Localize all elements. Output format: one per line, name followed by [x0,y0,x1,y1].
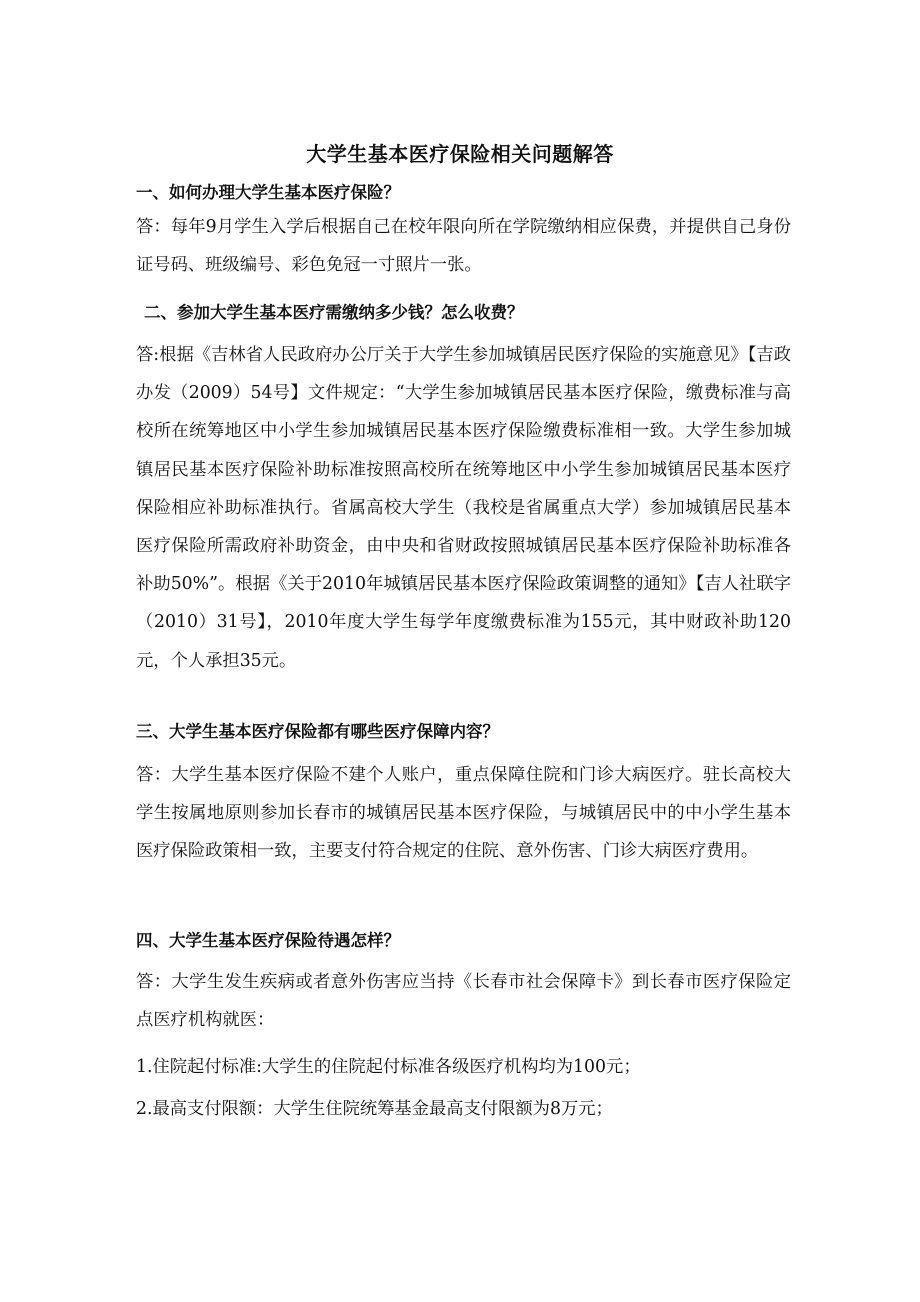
section-3-body: 答：大学生基本医疗保险不建个人账户，重点保障住院和门诊大病医疗。驻长高校大学生按属地原则参加长春市的城镇居民基本医疗保险，与城镇居民中的中小学生基本医疗保险政策相一致，主要支付符合规定的住院、意外伤害、门诊大病医疗费用。 [136,765,791,862]
document-title: 大学生基本医疗保险相关问题解答 [306,142,614,166]
section-1-heading: 一、如何办理大学生基本医疗保险？ [136,183,400,202]
list-item: 2.最高支付限额：大学生住院统筹基金最高支付限额为8万元； [136,1099,613,1119]
section-2-heading: 二、参加大学生基本医疗需缴纳多少钱？怎么收费？ [144,303,524,322]
section-4-body: 答：大学生发生疾病或者意外伤害应当持《长春市社会保障卡》到长春市医疗保险定点医疗机构就医： [136,972,791,1031]
section-4-heading: 四、大学生基本医疗保险待遇怎样？ [136,931,400,950]
section-3-heading: 三、大学生基本医疗保险都有哪些医疗保障内容？ [136,722,499,741]
section-1-body: 答：每年9月学生入学后根据自己在校年限向所在学院缴纳相应保费，并提供自己身份证号码、班级编号、彩色免冠一寸照片一张。 [136,217,791,276]
list-item: 1.住院起付标准:大学生的住院起付标准各级医疗机构均为100元； [136,1057,641,1077]
section-2-body: 答:根据《吉林省人民政府办公厅关于大学生参加城镇居民医疗保险的实施意见》【吉政办发（2009）54号】文件规定：“大学生参加城镇居民基本医疗保险，缴费标准与高校所在统筹地区中小学生参加城镇居民基本医疗保险缴费标准相一致。大学生参加城镇居民基本医疗保险补助标准按照高校所在统筹地区中小学生参加城镇居民基本医疗保险相应补助标准执行。省属高校大学生（我校是省属重点大学）参加城镇居民基本医疗保险所需政府补助资金，由中央和省财政按照城镇居民基本医疗保险补助标准各补助50%”。根据《关于2010年城镇居民基本医疗保险政策调整的通知》【吉人社联字（2010）31号】，2010年度大学生每学年度缴费标准为155元，其中财政补助120元，个人承担35元。 [136,345,791,671]
